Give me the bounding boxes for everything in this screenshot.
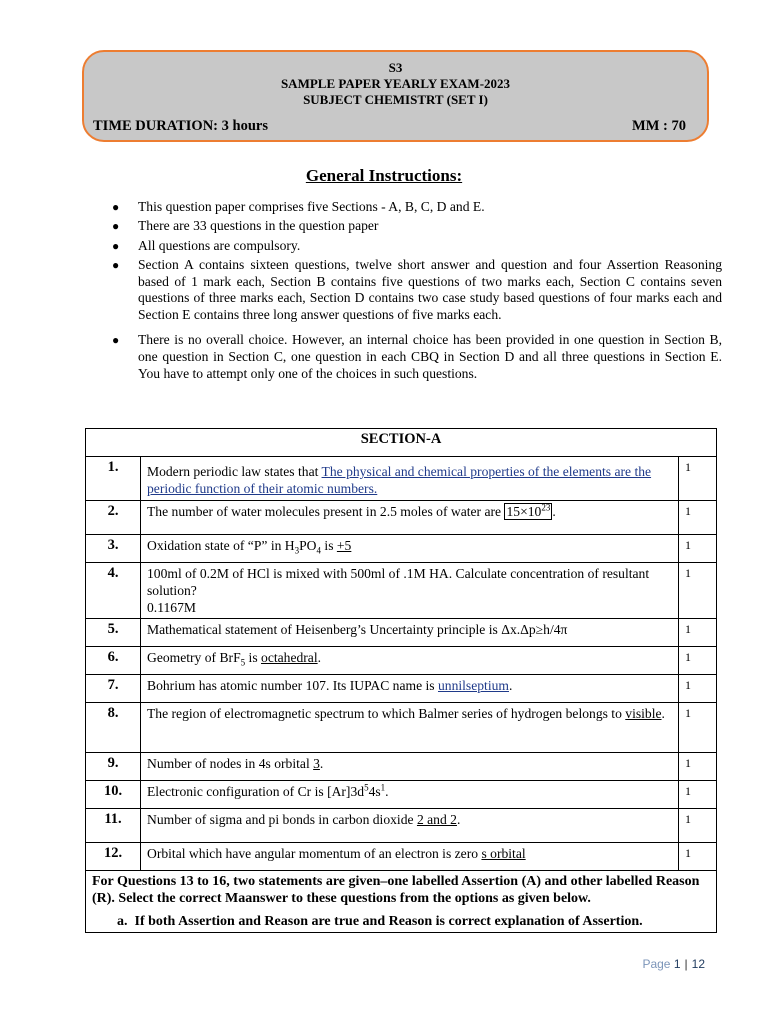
bullet-icon: ● bbox=[112, 333, 120, 348]
question-number: 11. bbox=[86, 809, 141, 843]
answer-text: 0.1167M bbox=[147, 600, 196, 615]
table-row bbox=[86, 753, 717, 781]
question-text: Mathematical statement of Heisenberg’s Uncertainty principle is Δx.Δp≥h/4π bbox=[141, 619, 679, 647]
instruction-item: ● This question paper comprises five Sections - A, B, C, D and E. bbox=[112, 199, 485, 214]
question-marks: 1 bbox=[679, 753, 717, 781]
question-marks: 1 bbox=[679, 703, 717, 753]
answer-text: 2 and 2 bbox=[416, 812, 457, 827]
question-number: 1. bbox=[86, 457, 141, 501]
time-duration: TIME DURATION: 3 hours bbox=[93, 118, 268, 134]
question-text: Bohrium has atomic number 107. Its IUPAC name is unnilseptium. bbox=[141, 675, 679, 703]
answer-text: 3 bbox=[313, 756, 320, 771]
question-text: The number of water molecules present in 2.5 moles of water are $15\times 10^{23}$ . bbox=[141, 501, 679, 535]
answer-text: visible bbox=[625, 706, 662, 721]
question-text: Electronic configuration of Cr is $[Ar]3d^54s^1$. bbox=[141, 781, 679, 809]
question-text: Geometry of BrF$_5$ is octahedral. bbox=[141, 647, 679, 675]
answer-text: The physical and chemical properties of the elements are the periodic function of their atomic numbers. bbox=[147, 464, 652, 496]
question-marks: 1 bbox=[679, 535, 717, 563]
page-number: 1 bbox=[673, 957, 681, 971]
instructions-title: General Instructions: bbox=[305, 166, 463, 185]
bullet-icon: ● bbox=[112, 219, 120, 234]
assertion-note-row bbox=[86, 871, 717, 933]
question-number: 6. bbox=[86, 647, 141, 675]
question-number: 5. bbox=[86, 619, 141, 647]
question-marks: 1 bbox=[679, 809, 717, 843]
section-header-row bbox=[86, 429, 717, 457]
instructions-list bbox=[110, 199, 722, 385]
table-row bbox=[86, 619, 717, 647]
section-title: SECTION-A bbox=[86, 429, 717, 457]
question-marks: 1 bbox=[679, 647, 717, 675]
answer-text: $15\times 10^{23}$ bbox=[506, 502, 551, 519]
question-number: 12. bbox=[86, 843, 141, 871]
table-row bbox=[86, 675, 717, 703]
maximum-marks: MM : 70 bbox=[632, 118, 686, 134]
table-row bbox=[86, 843, 717, 871]
section-a-table bbox=[85, 428, 717, 933]
answer-text: octahedral bbox=[261, 650, 318, 665]
table-row bbox=[86, 809, 717, 843]
question-marks: 1 bbox=[679, 501, 717, 535]
question-number: 4. bbox=[86, 563, 141, 619]
table-row bbox=[86, 535, 717, 563]
table-row bbox=[86, 457, 717, 501]
question-marks: 1 bbox=[679, 843, 717, 871]
paper-code: S3 bbox=[388, 60, 403, 75]
instruction-item: ● There is no overall choice. However, an internal choice has been provided in one question in Section B, one question in Section C, one question in each CBQ in Section D and all three questions in Section E. You have to attempt only one of the choices in such questions. bbox=[112, 332, 722, 381]
assertion-note: For Questions 13 to 16, two statements are given–one labelled Assertion (A) and other labelled Reason (R). Select the correct Maanswer to these questions from the options as given below. a. If both Assertion and Reason are true and Reason is correct explanation of Assertion. bbox=[86, 871, 717, 933]
question-text: Oxidation state of “P” in $H_3PO_4$ is +5 bbox=[141, 535, 679, 563]
question-text: 100ml of 0.2M of HCl is mixed with 500ml of .1M HA. Calculate concentration of resultant solution? 0.1167M bbox=[141, 563, 679, 619]
bullet-icon: ● bbox=[112, 257, 120, 272]
subject-title: SUBJECT CHEMISTRT (SET I) bbox=[303, 92, 488, 107]
answer-text: +5 bbox=[336, 538, 352, 553]
page-separator: | bbox=[684, 957, 688, 971]
answer-text: s orbital bbox=[481, 846, 526, 861]
page-footer bbox=[642, 957, 705, 971]
question-text: Number of sigma and pi bonds in carbon dioxide 2 and 2. bbox=[141, 809, 679, 843]
instruction-item: ● All questions are compulsory. bbox=[112, 237, 301, 253]
question-number: 9. bbox=[86, 753, 141, 781]
bullet-icon: ● bbox=[112, 238, 120, 253]
page-label: Page bbox=[642, 957, 671, 971]
question-number: 3. bbox=[86, 535, 141, 563]
table-row bbox=[86, 781, 717, 809]
question-text: The region of electromagnetic spectrum to which Balmer series of hydrogen belongs to visible. bbox=[141, 703, 679, 753]
question-text: Number of nodes in 4s orbital 3. bbox=[141, 753, 679, 781]
question-number: 10. bbox=[86, 781, 141, 809]
option-a: a. If both Assertion and Reason are true and Reason is correct explanation of Assertion. bbox=[117, 914, 643, 929]
question-text: Modern periodic law states that The physical and chemical properties of the elements are the periodic function of their atomic numbers. bbox=[141, 457, 679, 501]
question-marks: 1 bbox=[679, 563, 717, 619]
question-marks: 1 bbox=[679, 675, 717, 703]
question-marks: 1 bbox=[679, 781, 717, 809]
instruction-item: ● There are 33 questions in the question paper bbox=[112, 218, 379, 234]
question-marks: 1 bbox=[679, 457, 717, 501]
question-number: 7. bbox=[86, 675, 141, 703]
table-row bbox=[86, 703, 717, 753]
question-number: 8. bbox=[86, 703, 141, 753]
page-total: 12 bbox=[691, 957, 705, 971]
question-marks: 1 bbox=[679, 619, 717, 647]
exam-title: SAMPLE PAPER YEARLY EXAM-2023 bbox=[280, 76, 511, 91]
table-row bbox=[86, 563, 717, 619]
exam-header-box bbox=[82, 50, 709, 142]
table-row bbox=[86, 647, 717, 675]
instruction-item: ● Section A contains sixteen questions, twelve short answer and question and four Assertion Reasoning based of 1 mark each, Section B contains five questions of two marks each, Section C contains seven questions of three marks each, Section D contains two case study based questions of four marks each and Section E contains three long answer questions of five marks each. bbox=[112, 256, 722, 323]
answer-text: unnilseptium bbox=[437, 678, 509, 693]
table-row bbox=[86, 501, 717, 535]
question-text: Orbital which have angular momentum of an electron is zero s orbital bbox=[141, 843, 679, 871]
question-number: 2. bbox=[86, 501, 141, 535]
bullet-icon: ● bbox=[112, 200, 120, 214]
